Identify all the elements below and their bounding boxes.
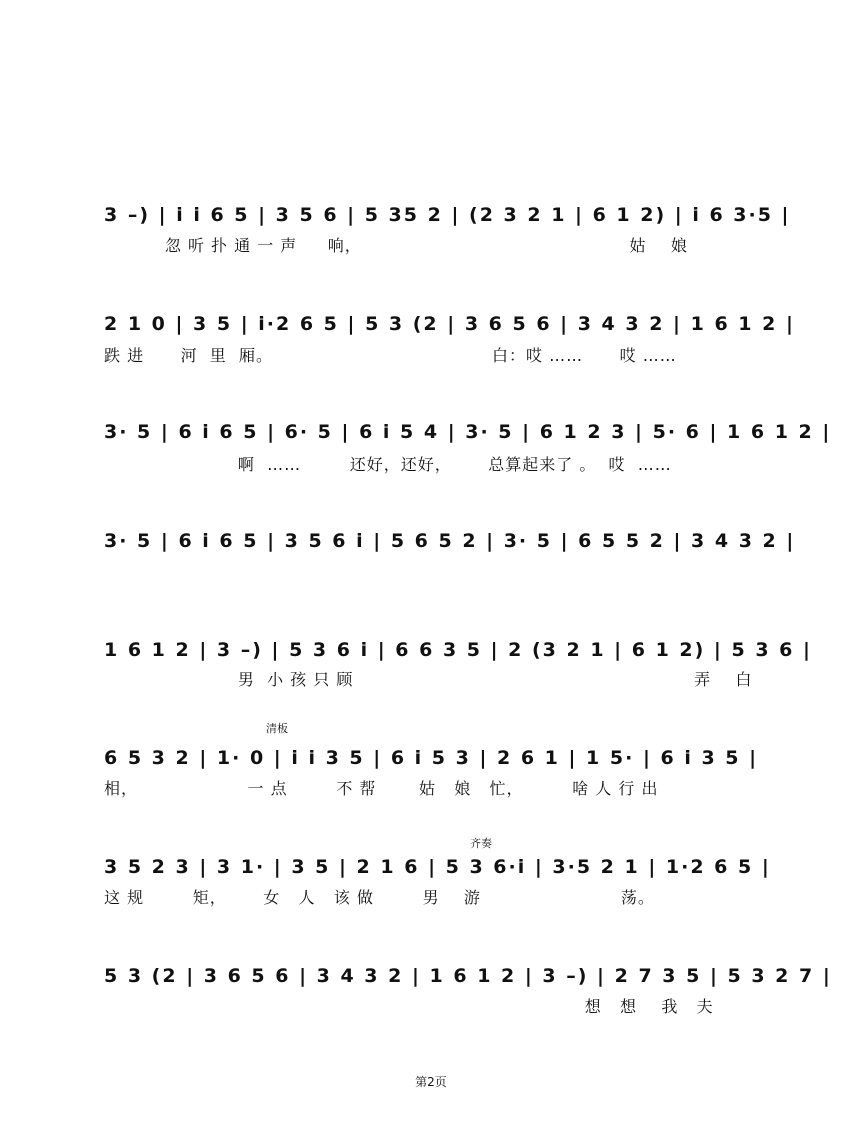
lyrics-line-8: 想 想 我 夫	[104, 997, 714, 1016]
notation-line-3: 3· 5 | 6 i 6 5 | 6· 5 | 6 i 5 4 | 3· 5 | 6 1 2 3 | 5· 6 | 1 6 1 2 |	[104, 421, 832, 443]
lyrics-line-1: 忽 听 扑 通 一 声 响， 姑 娘	[104, 236, 688, 255]
ensemble-mark: 齐奏	[470, 837, 492, 850]
lyrics-line-7: 这 规 矩， 女 人 该 做 男 游 荡。	[104, 888, 655, 907]
notation-line-2: 2 1 0 | 3 5 | i·2 6 5 | 5 3 (2 | 3 6 5 6 | 3 4 3 2 | 1 6 1 2 |	[104, 313, 795, 335]
notation-line-7: 3 5 2 3 | 3 1· | 3 5 | 2 1 6 | 5 3 6·i | 3·5 2 1 | 1·2 6 5 |	[104, 856, 771, 878]
tempo-mark: 清板	[266, 722, 288, 735]
lyrics-line-3: 啊 …… 还好，还好， 总算起来了 。 哎 ……	[104, 455, 672, 474]
notation-line-5: 1 6 1 2 | 3 –) | 5 3 6 i | 6 6 3 5 | 2 (3 2 1 | 6 1 2) | 5 3 6 |	[104, 639, 812, 661]
notation-line-8: 5 3 (2 | 3 6 5 6 | 3 4 3 2 | 1 6 1 2 | 3 –) | 2 7 3 5 | 5 3 2 7 |	[104, 965, 832, 987]
lyrics-line-2: 跌 进 河 里 厢。 白：哎 …… 哎 ……	[104, 346, 677, 365]
lyrics-line-6: 相， 一 点 不 帮 姑 娘 忙， 啥 人 行 出	[104, 779, 659, 798]
notation-line-6: 6 5 3 2 | 1· 0 | i i 3 5 | 6 i 5 3 | 2 6 1 | 1 5· | 6 i 3 5 |	[104, 747, 759, 769]
notation-line-4: 3· 5 | 6 i 6 5 | 3 5 6 i | 5 6 5 2 | 3· 5 | 6 5 5 2 | 3 4 3 2 |	[104, 530, 796, 552]
page-number: 第2页	[415, 1075, 447, 1089]
notation-line-1: 3 –) | i i 6 5 | 3 5 6 | 5 35 2 | (2 3 2 1 | 6 1 2) | i 6 3·5 |	[104, 204, 791, 226]
lyrics-line-5: 男 小 孩 只 顾 弄 白	[104, 670, 753, 689]
